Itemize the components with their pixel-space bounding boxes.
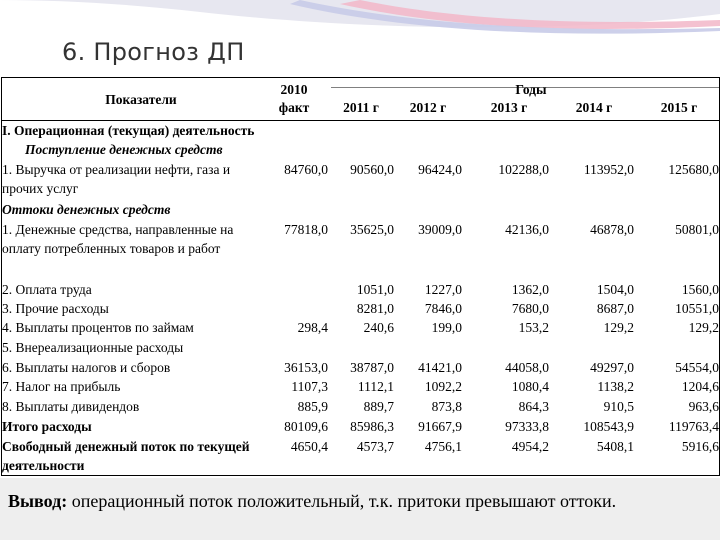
table-cell: 38787,0 xyxy=(350,360,394,375)
table-cell: 7680,0 xyxy=(511,301,549,316)
table-cell: 1560,0 xyxy=(681,282,719,297)
table-cell: 240,6 xyxy=(363,320,394,335)
table-cell: 129,2 xyxy=(688,320,719,335)
table-cell: 1112,1 xyxy=(357,379,394,394)
table-cell: 113952,0 xyxy=(583,162,634,177)
table-cell: 885,9 xyxy=(297,399,328,414)
table-cell: 108543,9 xyxy=(583,419,634,434)
table-cell: 4573,7 xyxy=(356,439,394,454)
table-cell: 91667,9 xyxy=(418,419,462,434)
table-cell: 10551,0 xyxy=(675,301,719,316)
table-cell: 1204,6 xyxy=(681,379,719,394)
table-cell: 4756,1 xyxy=(424,439,462,454)
table-cell: 910,5 xyxy=(603,399,634,414)
table-cell: 1504,0 xyxy=(596,282,634,297)
table-cell: 298,4 xyxy=(297,320,328,335)
table-cell: 1138,2 xyxy=(597,379,634,394)
table-cell: 85986,3 xyxy=(350,419,394,434)
row-label-inflows: Поступление денежных средств xyxy=(25,142,223,157)
table-cell: 96424,0 xyxy=(418,162,462,177)
table-cell: 102288,0 xyxy=(498,162,549,177)
table-cell: 44058,0 xyxy=(505,360,549,375)
row-label: 8. Выплаты дивидендов xyxy=(2,399,140,414)
row-label-outflows: Оттоки денежных средств xyxy=(2,202,171,217)
table-cell: 4650,4 xyxy=(290,439,328,454)
table-cell: 41421,0 xyxy=(418,360,462,375)
table-cell: 90560,0 xyxy=(350,162,394,177)
conclusion-label: Вывод: xyxy=(8,491,68,511)
header-years-group: Годы xyxy=(515,82,547,97)
table-cell: 77818,0 xyxy=(284,222,328,237)
table-cell: 1080,4 xyxy=(511,379,549,394)
row-label-free-cash-flow: Свободный денежный поток по текущей деятельности xyxy=(2,439,250,473)
table-cell: 1051,0 xyxy=(356,282,394,297)
row-label: 5. Внереализационные расходы xyxy=(2,340,184,355)
table-cell: 49297,0 xyxy=(590,360,634,375)
table-cell: 5916,6 xyxy=(681,439,719,454)
table-cell: 8281,0 xyxy=(356,301,394,316)
conclusion-box xyxy=(0,478,720,540)
header-2010-fact: факт xyxy=(278,100,310,115)
header-year-2015: 2015 г xyxy=(660,100,698,115)
table-cell: 5408,1 xyxy=(596,439,634,454)
header-2010-year: 2010 xyxy=(280,82,308,97)
table-cell: 4954,2 xyxy=(511,439,549,454)
table-cell: 80109,6 xyxy=(284,419,328,434)
conclusion-text xyxy=(8,488,708,514)
forecast-table xyxy=(1,77,720,476)
table-cell: 1227,0 xyxy=(424,282,462,297)
table-cell: 42136,0 xyxy=(505,222,549,237)
table-cell: 50801,0 xyxy=(675,222,719,237)
row-label: 7. Налог на прибыль xyxy=(2,379,121,394)
table-cell: 129,2 xyxy=(603,320,634,335)
table-cell: 1092,2 xyxy=(424,379,462,394)
section-title: I. Операционная (текущая) деятельность xyxy=(2,123,255,138)
row-label: 4. Выплаты процентов по займам xyxy=(2,320,194,335)
table-cell: 97333,8 xyxy=(505,419,549,434)
table-cell: 35625,0 xyxy=(350,222,394,237)
header-year-2013: 2013 г xyxy=(490,100,528,115)
header-year-2011: 2011 г xyxy=(343,100,379,115)
row-label-total: Итого расходы xyxy=(2,419,92,434)
row-label: 2. Оплата труда xyxy=(2,282,92,297)
table-cell: 864,3 xyxy=(518,399,549,414)
table-cell: 46878,0 xyxy=(590,222,634,237)
table-cell: 963,6 xyxy=(688,399,719,414)
row-label: 1. Выручка от реализации нефти, газа и прочих услуг xyxy=(2,162,231,196)
header-year-2012: 2012 г xyxy=(409,100,447,115)
table-cell: 153,2 xyxy=(518,320,549,335)
header-indicators: Показатели xyxy=(105,92,177,107)
table-cell: 7846,0 xyxy=(424,301,462,316)
conclusion-body: операционный поток положительный, т.к. притоки превышают оттоки. xyxy=(71,491,617,511)
table-cell: 119763,4 xyxy=(668,419,719,434)
table-cell: 873,8 xyxy=(431,399,462,414)
table-cell: 199,0 xyxy=(431,320,462,335)
table-cell: 889,7 xyxy=(363,399,394,414)
table-cell: 1107,3 xyxy=(291,379,328,394)
table-cell: 1362,0 xyxy=(511,282,549,297)
row-label: 6. Выплаты налогов и сборов xyxy=(2,360,171,375)
table-cell: 54554,0 xyxy=(675,360,719,375)
slide-title: 6. Прогноз ДП xyxy=(62,38,245,66)
row-label: 3. Прочие расходы xyxy=(2,301,109,316)
table-cell: 125680,0 xyxy=(668,162,719,177)
table-cell: 36153,0 xyxy=(284,360,328,375)
table-cell: 8687,0 xyxy=(596,301,634,316)
row-label: 1. Денежные средства, направленные на оплату потребленных товаров и работ xyxy=(2,222,234,256)
table-cell: 39009,0 xyxy=(418,222,462,237)
header-year-2014: 2014 г xyxy=(575,100,613,115)
table-cell: 84760,0 xyxy=(284,162,328,177)
